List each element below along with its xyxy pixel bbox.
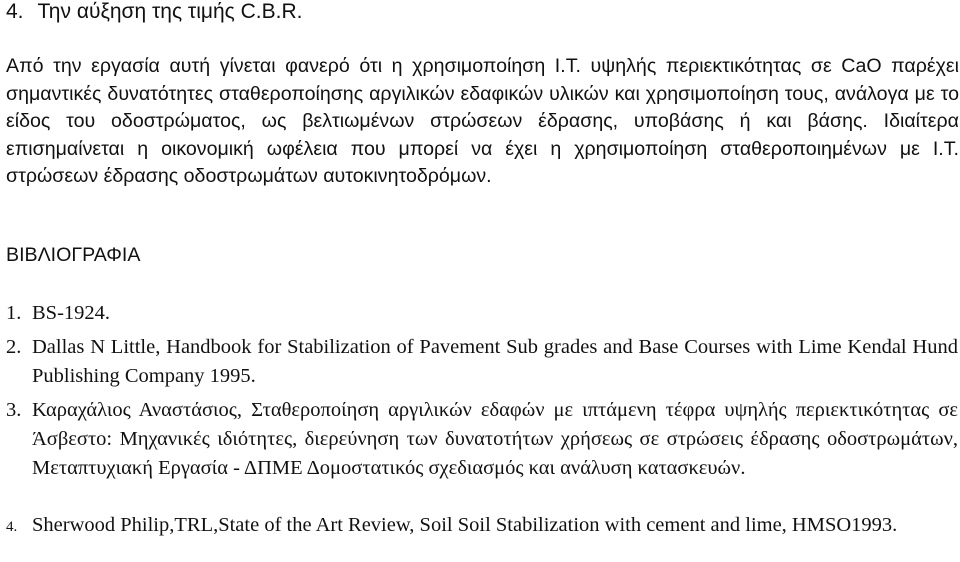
section-heading — [6, 0, 302, 24]
reference-item — [6, 511, 958, 542]
section-number: 4. — [6, 0, 24, 23]
reference-text: BS-1924. — [32, 302, 111, 324]
conclusion-paragraph: Από την εργασία αυτή γίνεται φανερό ότι η χρησιμοποίηση Ι.Τ. υψηλής περιεκτικότητας σε CaO παρέχει σημαντικές δυνατότητες σταθεροποίησης αργιλικών εδαφικών υλικών και χρησιμοποίηση τους, ανάλογα με το είδος του οδοστρώματος, ως βελτιωμένων στρώσεων έδρασης, υποβάσης ή και βάσης. Ιδιαίτερα επισημαίνεται η οικονομική ωφέλεια που μπορεί να έχει η χρησιμοποίηση σταθεροποιημένων με Ι.Τ. στρώσεων έδρασης οδοστρωμάτων αυτοκινητοδρόμων. — [6, 55, 959, 187]
bibliography-title: ΒΙΒΛΙΟΓΡΑΦΙΑ — [6, 244, 141, 266]
reference-item — [6, 333, 958, 391]
reference-text: Sherwood Philip,TRL,State of the Art Review, Soil Soil Stabilization with cement and lime, HMSO1993. — [32, 514, 898, 536]
reference-number: 3. — [6, 399, 22, 421]
reference-text: Dallas N Little, Handbook for Stabilization of Pavement Sub grades and Base Courses with Lime Kendal Hund Publishing Company 1995. — [32, 336, 958, 387]
reference-number: 4. — [6, 519, 18, 535]
reference-item — [6, 396, 958, 483]
reference-number: 1. — [6, 302, 22, 324]
reference-item — [6, 299, 958, 328]
reference-number: 2. — [6, 336, 22, 358]
section-heading-text: Την αύξηση της τιμής C.B.R. — [37, 0, 303, 23]
reference-text: Καραχάλιος Αναστάσιος, Σταθεροποίηση αργιλικών εδαφών με ιπτάμενη τέφρα υψηλής περιεκτικότητας σε Άσβεστο: Μηχανικές ιδιότητες, διερεύνηση των δυνατοτήτων χρήσεως σε στρώσεις έδρασης οδοστρωμάτων, Μεταπτυχιακή Εργασία - ΔΠΜΕ Δομοστατικός σχεδιασμός και ανάλυση κατασκευών. — [32, 399, 958, 479]
